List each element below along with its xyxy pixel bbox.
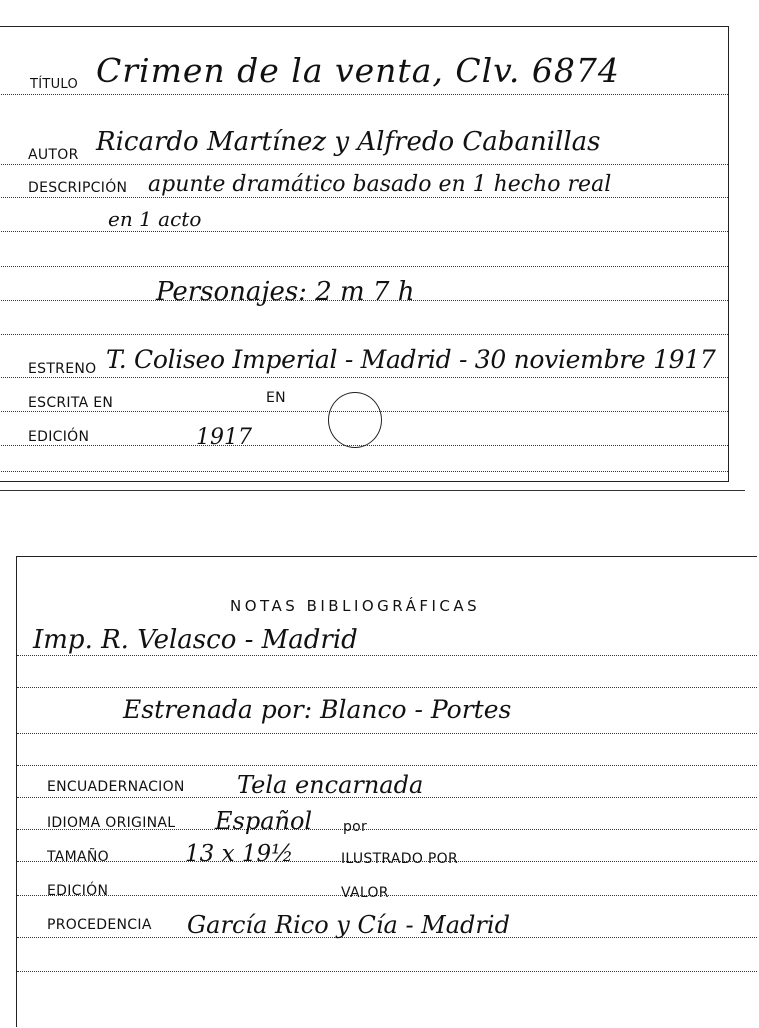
note-imprenta: Imp. R. Velasco - Madrid <box>33 625 358 655</box>
titulo-label: TÍTULO <box>30 77 79 92</box>
edicion2-label: EDICIÓN <box>47 883 109 899</box>
descripcion-value: apunte dramático basado en 1 hecho real <box>148 172 612 197</box>
tamano-value: 13 x 19½ <box>185 841 294 867</box>
procedencia-value: García Rico y Cía - Madrid <box>187 911 510 939</box>
ruled-line <box>0 197 728 198</box>
procedencia-label: PROCEDENCIA <box>47 917 152 933</box>
stamp-circle <box>328 392 382 448</box>
ruled-line <box>0 266 728 267</box>
autor-value: Ricardo Martínez y Alfredo Cabanillas <box>96 127 601 157</box>
ruled-line <box>17 971 757 972</box>
ruled-line <box>17 687 757 688</box>
ruled-line <box>0 231 728 232</box>
ruled-line <box>0 334 728 335</box>
ruled-line <box>0 164 728 165</box>
valor-label: VALOR <box>341 885 389 901</box>
autor-label: AUTOR <box>28 147 79 163</box>
por-label: por <box>343 819 368 835</box>
notas-heading: NOTAS BIBLIOGRÁFICAS <box>230 597 481 615</box>
edicion-label: EDICIÓN <box>28 429 90 445</box>
en-label: EN <box>266 390 286 406</box>
encuadernacion-label: ENCUADERNACION <box>47 779 185 795</box>
estreno-label: ESTRENO <box>28 361 97 377</box>
tamano-label: TAMAÑO <box>47 849 109 865</box>
ruled-line <box>17 655 757 656</box>
titulo-value: Crimen de la venta, Clv. 6874 <box>96 51 620 90</box>
ruled-line <box>17 765 757 766</box>
catalog-card-notes <box>16 556 757 1027</box>
personajes-value: Personajes: 2 m 7 h <box>156 277 415 307</box>
idioma-label: IDIOMA ORIGINAL <box>47 815 176 831</box>
card-separator-line <box>0 490 745 491</box>
encuadernacion-value: Tela encarnada <box>237 771 424 799</box>
catalog-card-main <box>0 26 729 482</box>
edicion-value: 1917 <box>196 425 252 450</box>
estreno-value: T. Coliseo Imperial - Madrid - 30 noviembre 1917 <box>106 345 716 374</box>
ruled-line <box>0 377 728 378</box>
ruled-line <box>0 94 728 95</box>
descripcion-value-continued: en 1 acto <box>108 207 202 231</box>
escrita-en-label: ESCRITA EN <box>28 395 114 411</box>
ruled-line <box>17 733 757 734</box>
ruled-line <box>0 471 728 472</box>
ilustrado-label: ILUSTRADO POR <box>341 851 458 867</box>
descripcion-label: DESCRIPCIÓN <box>28 180 128 196</box>
note-estrenada: Estrenada por: Blanco - Portes <box>123 695 512 724</box>
idioma-value: Español <box>215 807 313 835</box>
